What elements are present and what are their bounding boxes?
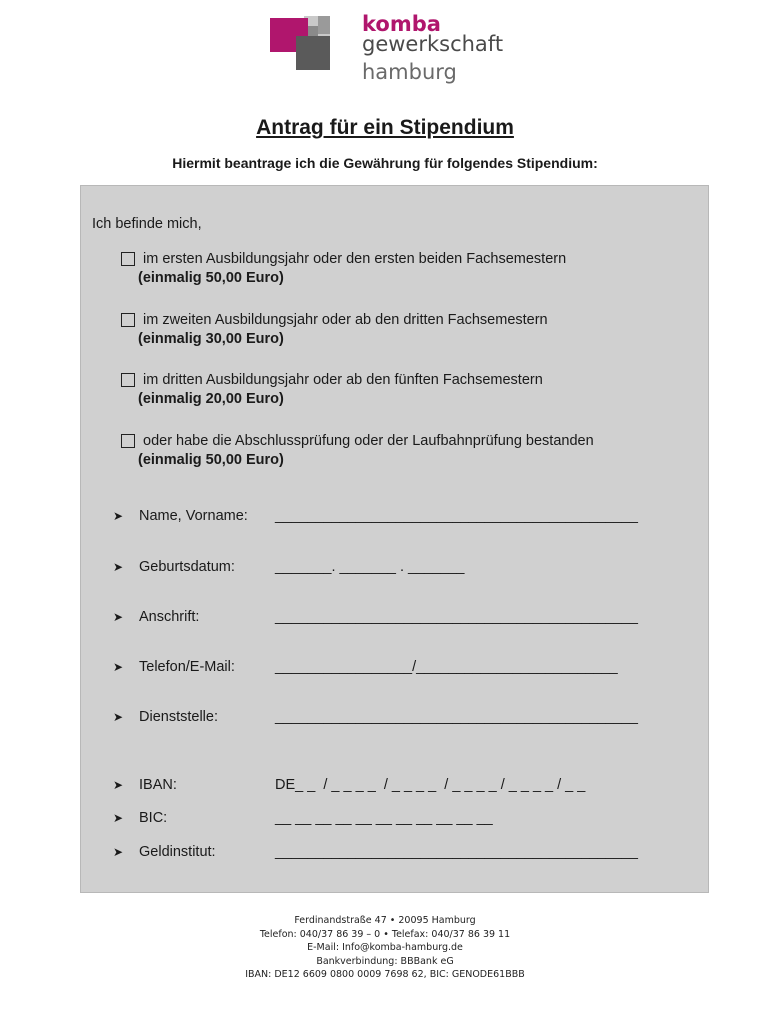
logo-square-gray-dark — [296, 36, 330, 70]
footer-bank: Bankverbindung: BBBank eG — [316, 955, 454, 967]
footer-phone: Telefon: 040/37 86 39 – 0 • Telefax: 040/37 86 39 11 — [259, 928, 511, 940]
arrow-bullet-icon: ➤ — [113, 610, 124, 624]
field-iban — [113, 777, 585, 793]
logo-square-gray-small — [308, 26, 318, 36]
bank-input[interactable]: _____________________________________________ — [275, 844, 638, 860]
footer-address: Ferdinandstraße 47 • 20095 Hamburg — [294, 915, 476, 926]
footer-iban: IBAN: DE12 6609 0800 0009 7698 62, BIC: GENODE61BBB — [245, 969, 525, 980]
arrow-bullet-icon: ➤ — [113, 778, 124, 792]
field-address — [113, 609, 638, 625]
logo-word-gewerkschaft: gewerkschaft — [362, 32, 504, 56]
checkbox-year-1[interactable] — [121, 252, 135, 266]
field-bic — [113, 810, 493, 826]
field-label: Anschrift: — [139, 609, 200, 625]
phone-email-input[interactable]: _________________/_________________________ — [275, 659, 618, 675]
field-label: Name, Vorname: — [139, 508, 248, 524]
form-intro: Ich befinde mich, — [92, 216, 202, 232]
option-text: im ersten Ausbildungsjahr oder den ersten beiden Fachsemestern — [143, 251, 567, 267]
name-input[interactable]: _____________________________________________ — [275, 508, 638, 524]
komba-logo — [270, 12, 530, 92]
arrow-bullet-icon: ➤ — [113, 560, 124, 574]
birthdate-input[interactable]: _______. _______ . _______ — [275, 559, 465, 575]
field-department — [113, 709, 638, 725]
address-input[interactable]: _____________________________________________ — [275, 609, 638, 625]
checkbox-year-3[interactable] — [121, 373, 135, 387]
field-label: IBAN: — [139, 777, 177, 793]
logo-word-komba: komba — [362, 12, 441, 36]
field-phone-email — [113, 659, 618, 675]
footer-email: E-Mail: Info@komba-hamburg.de — [307, 942, 463, 953]
field-label: Geburtsdatum: — [139, 559, 235, 575]
checkbox-year-2[interactable] — [121, 313, 135, 327]
option-year-1 — [121, 251, 566, 286]
checkbox-exam-passed[interactable] — [121, 434, 135, 448]
field-label: BIC: — [139, 810, 168, 826]
application-form — [80, 185, 709, 893]
field-birthdate — [113, 559, 465, 575]
page-subtitle: Hiermit beantrage ich die Gewährung für folgendes Stipendium: — [172, 155, 598, 171]
logo-square-gray-mid — [318, 16, 330, 34]
field-name — [113, 508, 638, 524]
arrow-bullet-icon: ➤ — [113, 509, 124, 523]
option-text: im zweiten Ausbildungsjahr oder ab den dritten Fachsemestern — [143, 312, 548, 328]
page-footer — [0, 914, 770, 982]
page-title: Antrag für ein Stipendium — [256, 116, 514, 139]
arrow-bullet-icon: ➤ — [113, 710, 124, 724]
bic-input[interactable]: __ __ __ __ __ __ __ __ __ __ __ — [275, 810, 493, 826]
option-year-3 — [121, 372, 543, 407]
logo-word-hamburg: hamburg — [362, 60, 457, 84]
option-text: oder habe die Abschlussprüfung oder der Laufbahnprüfung bestanden — [143, 433, 594, 449]
arrow-bullet-icon: ➤ — [113, 660, 124, 674]
option-text: im dritten Ausbildungsjahr oder ab den fünften Fachsemestern — [143, 372, 543, 388]
option-amount: (einmalig 30,00 Euro) — [138, 331, 284, 347]
option-amount: (einmalig 20,00 Euro) — [138, 391, 284, 407]
field-label: Geldinstitut: — [139, 844, 216, 860]
option-amount: (einmalig 50,00 Euro) — [138, 452, 284, 468]
arrow-bullet-icon: ➤ — [113, 811, 124, 825]
department-input[interactable]: _____________________________________________ — [275, 709, 638, 725]
arrow-bullet-icon: ➤ — [113, 845, 124, 859]
iban-input[interactable]: DE_ _ / _ _ _ _ / _ _ _ _ / _ _ _ _ / _ _ _ _ / _ _ — [275, 777, 586, 793]
field-bank — [113, 844, 638, 860]
field-label: Telefon/E-Mail: — [139, 659, 235, 675]
option-amount: (einmalig 50,00 Euro) — [138, 270, 284, 286]
field-label: Dienststelle: — [139, 709, 218, 725]
option-exam-passed — [121, 433, 594, 468]
option-year-2 — [121, 312, 548, 347]
